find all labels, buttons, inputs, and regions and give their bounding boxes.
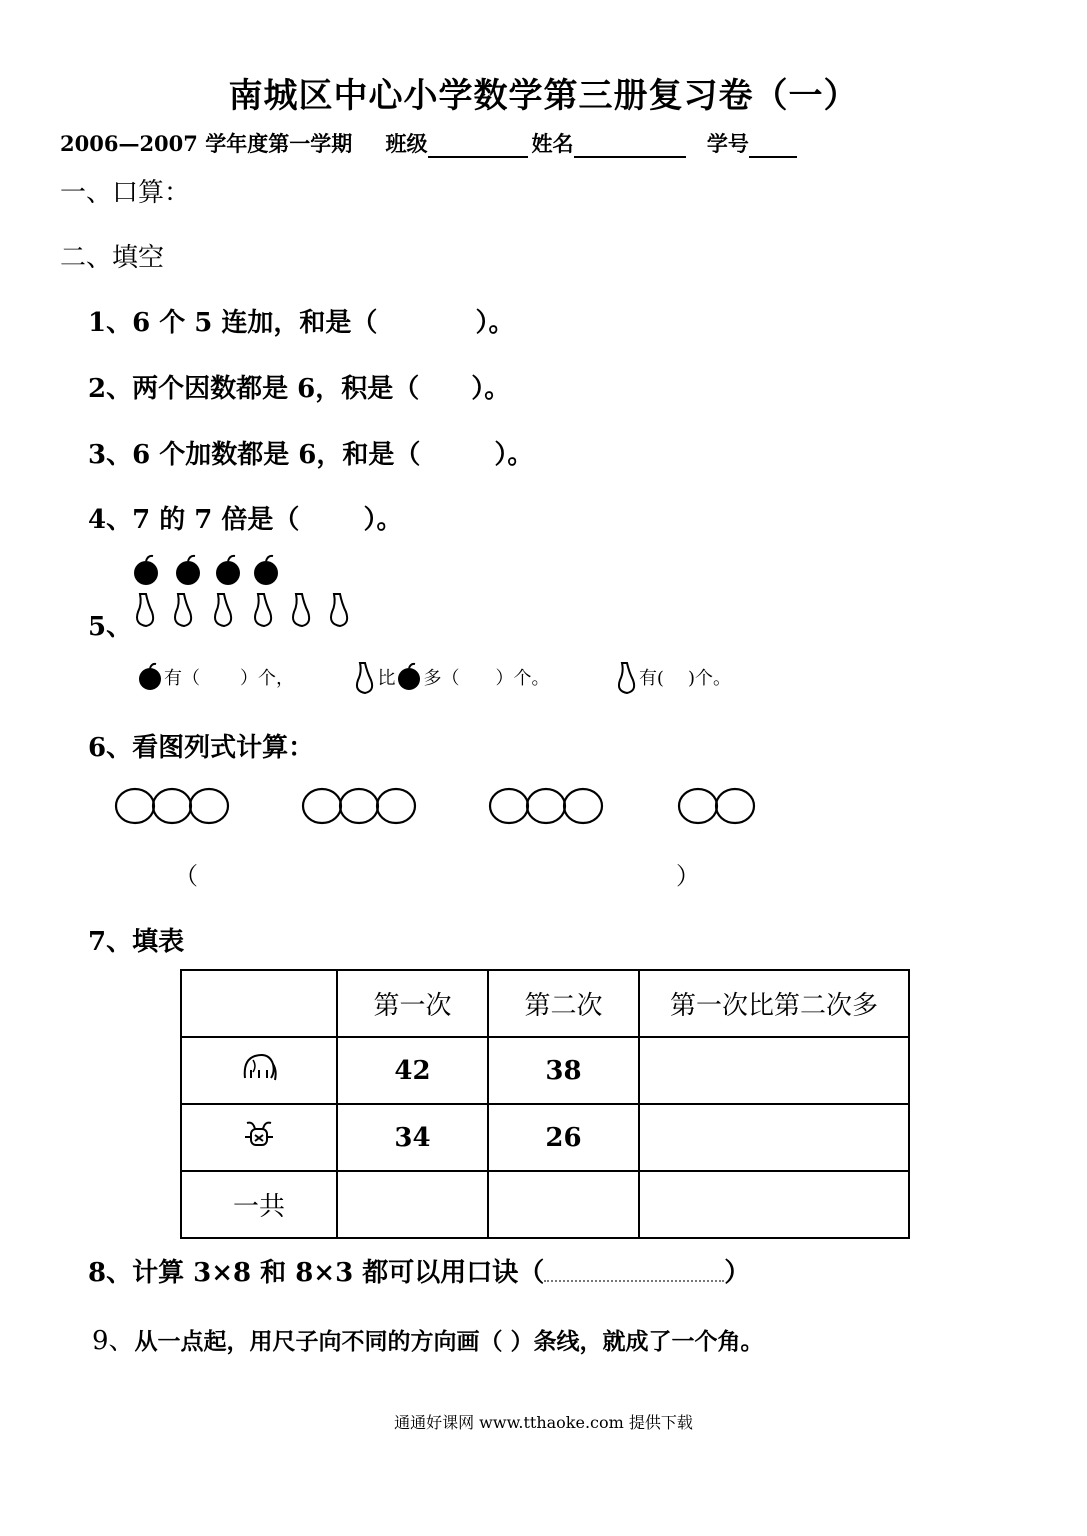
pear-icon bbox=[331, 594, 347, 626]
pear-icon bbox=[215, 594, 231, 626]
section-oral: 一、口算： bbox=[60, 178, 191, 208]
circle-shape bbox=[527, 789, 565, 823]
table-answer-cell[interactable] bbox=[639, 1104, 909, 1171]
table-header: 第一次比第二次多 bbox=[639, 970, 909, 1037]
table-cell: 38 bbox=[488, 1037, 639, 1104]
table-row bbox=[181, 1104, 909, 1171]
table-header: 第一次 bbox=[337, 970, 488, 1037]
question-3: 3、6 个加数都是 6，和是（ ）。 bbox=[88, 440, 534, 470]
pear-icon bbox=[255, 594, 271, 626]
class-blank[interactable] bbox=[428, 136, 528, 158]
name-label: 姓名 bbox=[531, 131, 574, 156]
class-label: 班级 bbox=[385, 131, 428, 156]
table-row bbox=[181, 1037, 909, 1104]
circle-shape bbox=[303, 789, 341, 823]
section-fill: 二、填空 bbox=[60, 243, 165, 273]
pear-icon bbox=[175, 594, 191, 626]
school-year: 2006—2007 学年度第一学期 bbox=[60, 131, 353, 156]
table-row bbox=[181, 1171, 909, 1238]
apple-icon bbox=[176, 556, 200, 585]
apple-icon bbox=[395, 662, 423, 692]
circle-shape bbox=[679, 789, 717, 823]
table-answer-cell[interactable] bbox=[639, 1037, 909, 1104]
question-4: 4、7 的 7 倍是（ ）。 bbox=[88, 505, 403, 535]
apple-icon bbox=[216, 556, 240, 585]
circle-shape bbox=[716, 789, 754, 823]
fill-table bbox=[180, 969, 910, 1239]
answer-blank-6[interactable] bbox=[200, 856, 670, 886]
row-icon-cell bbox=[181, 1104, 337, 1171]
id-blank[interactable] bbox=[749, 136, 797, 158]
pear-row bbox=[130, 590, 360, 630]
question-8: 8、计算 3×8 和 8×3 都可以用口诀（ ） bbox=[88, 1258, 751, 1288]
question-5-line: 有（ ）个， 比 多（ ）个。 有( )个。 bbox=[136, 660, 731, 694]
meta-line bbox=[60, 128, 801, 158]
question-5-number: 5、 bbox=[88, 612, 133, 642]
table-answer-cell[interactable] bbox=[639, 1171, 909, 1238]
apple-row bbox=[132, 553, 312, 587]
table-header: 第二次 bbox=[488, 970, 639, 1037]
pear-icon bbox=[613, 660, 639, 694]
id-label: 学号 bbox=[706, 131, 749, 156]
pear-icon bbox=[351, 660, 377, 694]
page-title: 南城区中心小学数学第三册复习卷（一） bbox=[228, 76, 859, 116]
circle-shape bbox=[564, 789, 602, 823]
circle-shape bbox=[490, 789, 528, 823]
question-1: 1、6 个 5 连加，和是（ ）。 bbox=[88, 308, 515, 338]
apple-icon bbox=[134, 556, 158, 585]
close-paren: ） bbox=[676, 862, 700, 890]
table-answer-cell[interactable] bbox=[337, 1171, 488, 1238]
table-answer-cell[interactable] bbox=[488, 1171, 639, 1238]
table-cell: 34 bbox=[337, 1104, 488, 1171]
circle-shape bbox=[190, 789, 228, 823]
answer-blank-8[interactable] bbox=[544, 1266, 724, 1282]
table-header-row bbox=[181, 970, 909, 1037]
footer-source: 通通好课网 www.tthaoke.com 提供下载 bbox=[394, 1413, 693, 1432]
bug-icon bbox=[239, 1117, 279, 1151]
table-cell: 26 bbox=[488, 1104, 639, 1171]
table-cell: 42 bbox=[337, 1037, 488, 1104]
circle-shape bbox=[153, 789, 191, 823]
table-header bbox=[181, 970, 337, 1037]
question-2: 2、两个因数都是 6，积是（ ）。 bbox=[88, 374, 511, 404]
circle-shape bbox=[377, 789, 415, 823]
circle-groups bbox=[112, 786, 772, 830]
question-6: 6、看图列式计算： bbox=[88, 733, 315, 763]
pear-icon bbox=[293, 594, 309, 626]
open-paren: （ bbox=[174, 862, 198, 890]
apple-icon bbox=[254, 556, 278, 585]
row-icon-cell bbox=[181, 1037, 337, 1104]
elephant-icon bbox=[239, 1050, 279, 1084]
name-blank[interactable] bbox=[574, 136, 686, 158]
circle-shape bbox=[116, 789, 154, 823]
table-row-label: 一共 bbox=[181, 1171, 337, 1238]
apple-icon bbox=[136, 662, 164, 692]
circle-shape bbox=[340, 789, 378, 823]
pear-icon bbox=[137, 594, 153, 626]
question-7: 7、填表 bbox=[88, 927, 185, 957]
question-9: 9、从一点起，用尺子向不同的方向画（ ）条线，就成了一个角。 bbox=[92, 1326, 764, 1356]
